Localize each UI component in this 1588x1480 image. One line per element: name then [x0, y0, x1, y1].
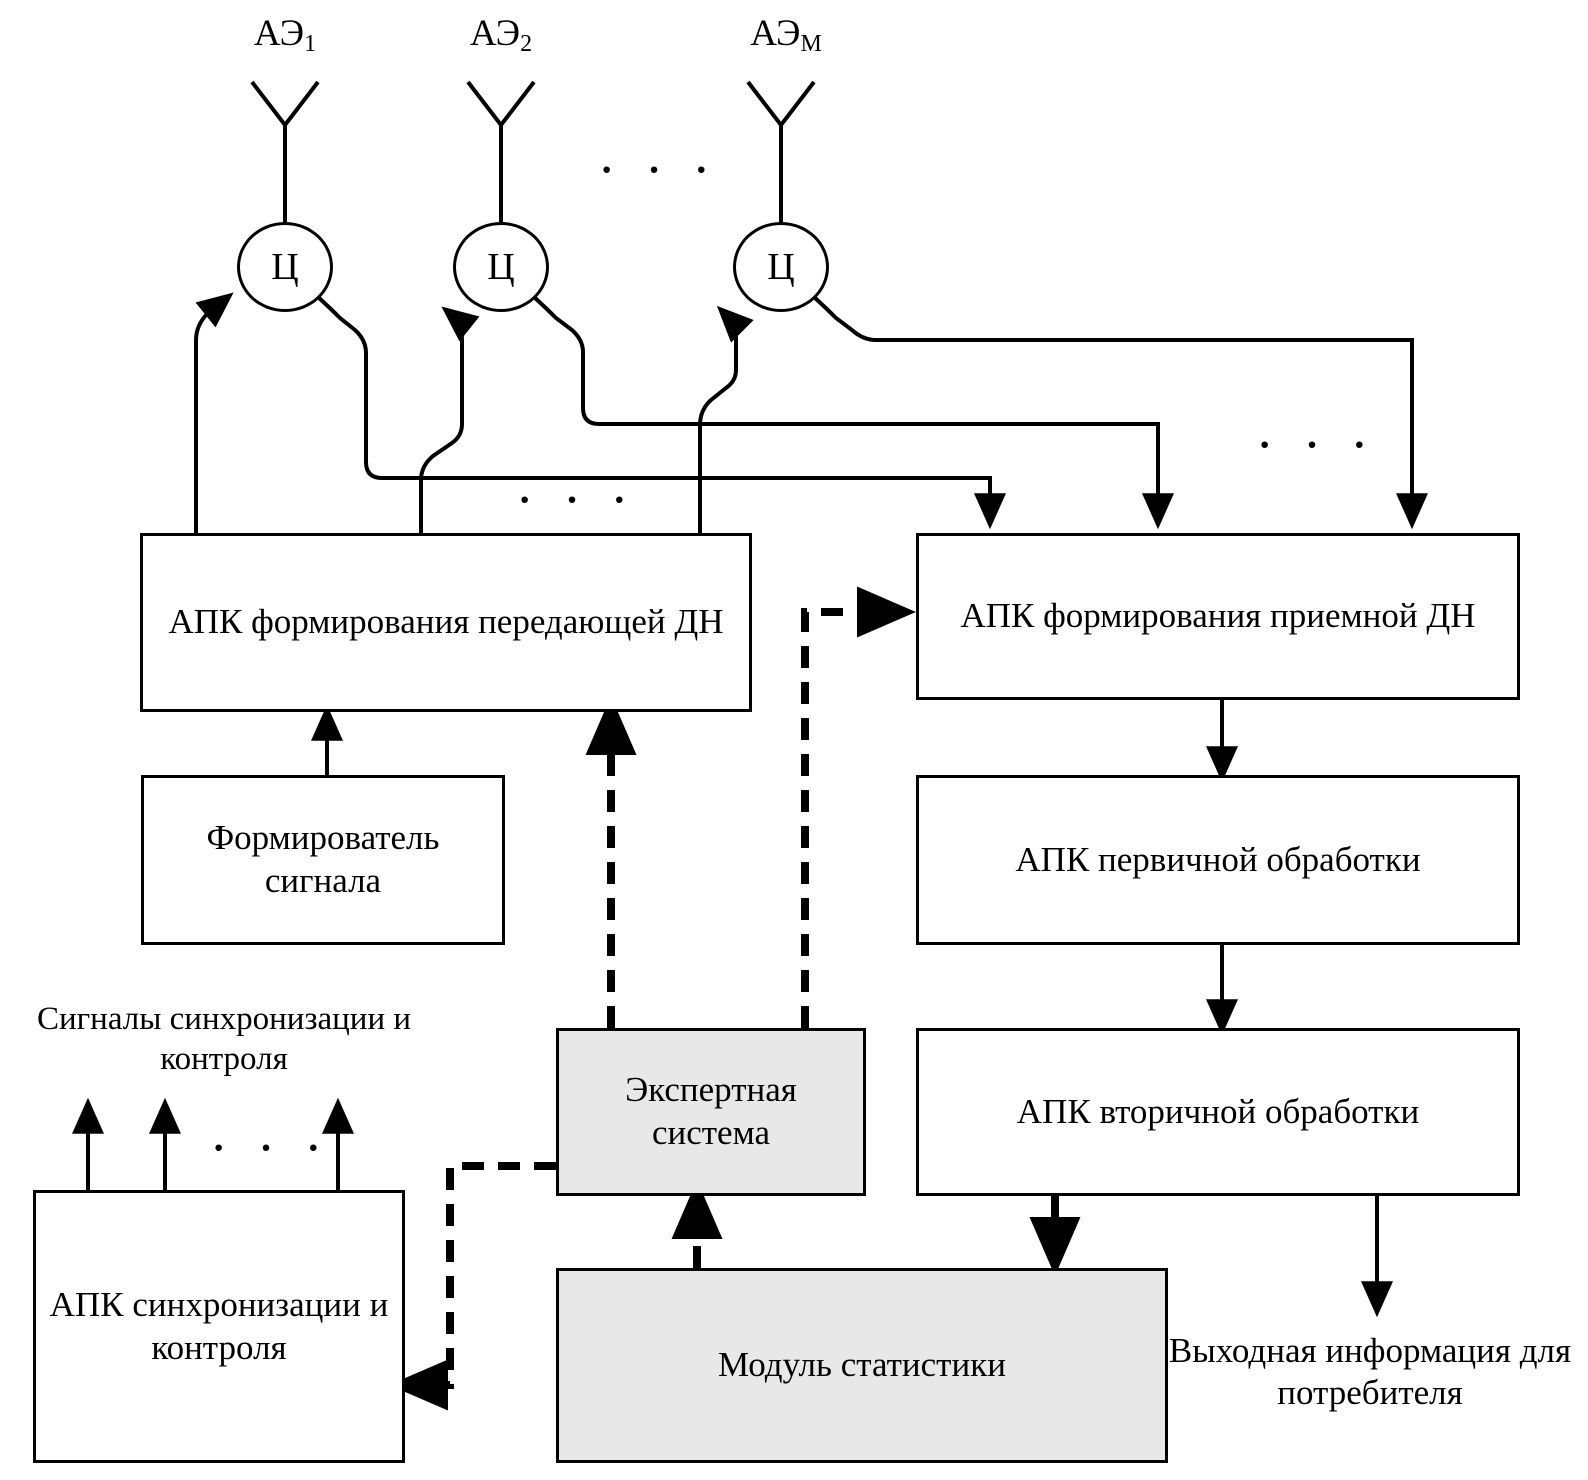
- label-output-info: [1165, 1330, 1575, 1414]
- block-secondary-processing-label: АПК вторичной обработки: [1016, 1091, 1420, 1131]
- combiner-node-1[interactable]: [237, 222, 333, 312]
- combiner-node-label: Ц: [487, 246, 515, 288]
- antenna-label-aem: [726, 12, 846, 55]
- block-rx-beamforming[interactable]: [916, 533, 1520, 700]
- block-signal-former-label: Формирователь сигнала: [206, 818, 440, 900]
- label-sync-signals-text: Сигналы синхронизации и контроля: [36, 1001, 412, 1077]
- ellipsis-rx-lines: · · ·: [1258, 422, 1379, 467]
- antenna-label-ae2: [446, 12, 556, 55]
- block-sync-control[interactable]: [33, 1190, 405, 1463]
- antenna-label-sub: M: [800, 31, 822, 57]
- antenna-label-text: АЭ: [253, 13, 305, 54]
- block-expert-system[interactable]: [556, 1028, 866, 1196]
- combiner-node-2[interactable]: [453, 222, 549, 312]
- block-tx-beamforming-label: АПК формирования передающей ДН: [168, 602, 724, 642]
- block-tx-beamforming[interactable]: [140, 533, 752, 712]
- block-secondary-processing[interactable]: [916, 1028, 1520, 1196]
- combiner-node-m[interactable]: [733, 222, 829, 312]
- ellipsis-antennas: · · ·: [600, 147, 721, 192]
- antenna-label-sub: 2: [520, 31, 533, 57]
- block-primary-processing[interactable]: [916, 775, 1520, 945]
- block-statistics-module[interactable]: [556, 1268, 1168, 1463]
- ellipsis-sync-lines: · · ·: [212, 1125, 333, 1170]
- label-sync-signals: [14, 1000, 434, 1079]
- combiner-node-label: Ц: [767, 246, 795, 288]
- antenna-label-ae1: [230, 12, 340, 55]
- antenna-label-sub: 1: [304, 31, 317, 57]
- block-sync-control-label: АПК синхронизации и контроля: [49, 1284, 389, 1367]
- antenna-label-text: АЭ: [750, 13, 801, 54]
- combiner-node-label: Ц: [271, 246, 299, 288]
- block-primary-processing-label: АПК первичной обработки: [1015, 839, 1421, 879]
- label-output-info-text: Выходная информация для потребителя: [1168, 1331, 1572, 1412]
- block-signal-former[interactable]: [141, 775, 505, 945]
- block-rx-beamforming-label: АПК формирования приемной ДН: [960, 596, 1476, 636]
- ellipsis-tx-lines: · · ·: [518, 477, 639, 522]
- block-expert-system-label: Экспертная система: [625, 1070, 797, 1152]
- antenna-label-text: АЭ: [469, 13, 521, 54]
- block-statistics-module-label: Модуль статистики: [718, 1345, 1006, 1385]
